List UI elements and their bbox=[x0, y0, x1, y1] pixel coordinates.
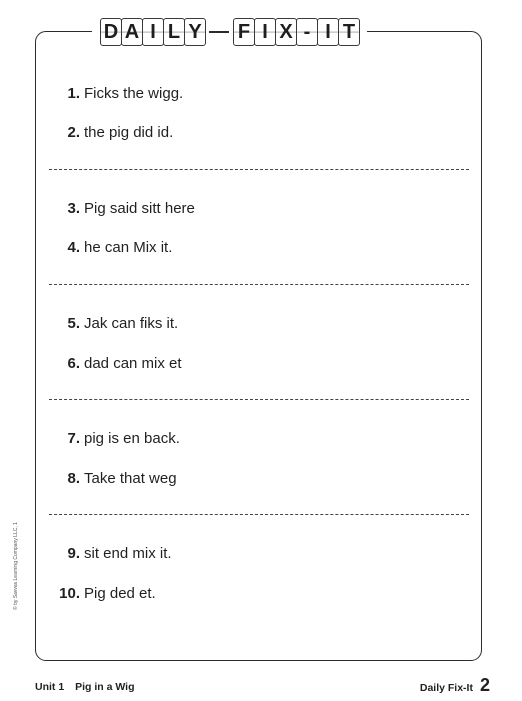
item-number: 10. bbox=[59, 585, 80, 602]
title-tile: X bbox=[275, 18, 297, 46]
title-separator bbox=[209, 31, 229, 33]
item-number: 3. bbox=[67, 200, 80, 217]
item-text: sit end mix it. bbox=[84, 545, 172, 562]
daily-fix-it-title bbox=[92, 14, 367, 50]
sentence-item bbox=[58, 124, 173, 141]
title-tile: F bbox=[233, 18, 255, 46]
sentence-item bbox=[58, 585, 156, 602]
item-text: he can Mix it. bbox=[84, 239, 173, 256]
footer-page-info bbox=[420, 675, 490, 696]
item-number: 7. bbox=[67, 430, 80, 447]
title-tile: Y bbox=[184, 18, 206, 46]
title-tile: I bbox=[142, 18, 164, 46]
page-number: 2 bbox=[479, 675, 490, 695]
item-text: Pig said sitt here bbox=[84, 200, 195, 217]
item-text: Ficks the wigg. bbox=[84, 85, 184, 102]
item-text: pig is en back. bbox=[84, 430, 180, 447]
footer-label: Daily Fix-It bbox=[419, 682, 473, 694]
dashed-divider bbox=[49, 399, 469, 400]
item-text: dad can mix et bbox=[84, 355, 182, 372]
sentence-item bbox=[58, 545, 172, 562]
unit-label: Unit 1 bbox=[35, 681, 65, 693]
dashed-divider bbox=[49, 284, 469, 285]
item-text: Pig ded et. bbox=[84, 585, 156, 602]
item-number: 9. bbox=[67, 545, 80, 562]
item-text: Take that weg bbox=[84, 470, 177, 487]
item-number: 4. bbox=[67, 239, 80, 256]
sentence-item bbox=[58, 85, 183, 102]
title-tile: D bbox=[100, 18, 122, 46]
item-text: the pig did id. bbox=[84, 124, 174, 141]
dashed-divider bbox=[49, 514, 469, 515]
item-text: Jak can fiks it. bbox=[84, 315, 179, 332]
title-tile: A bbox=[121, 18, 143, 46]
sentence-item bbox=[58, 355, 182, 372]
sentence-item bbox=[58, 200, 195, 217]
item-number: 8. bbox=[67, 470, 80, 487]
copyright-notice: © by Savvas Learning Company LLC, 1 bbox=[13, 522, 19, 610]
title-tile: - bbox=[296, 18, 318, 46]
dashed-divider bbox=[49, 169, 469, 170]
story-title: Pig in a Wig bbox=[75, 681, 135, 693]
item-number: 5. bbox=[67, 315, 80, 332]
item-number: 2. bbox=[67, 124, 80, 141]
title-tile: I bbox=[254, 18, 276, 46]
sentence-item bbox=[58, 430, 180, 447]
title-tile: I bbox=[317, 18, 339, 46]
title-tile: L bbox=[163, 18, 185, 46]
item-number: 1. bbox=[67, 85, 80, 102]
item-number: 6. bbox=[67, 355, 80, 372]
sentence-item bbox=[58, 239, 172, 256]
sentence-item bbox=[58, 315, 178, 332]
sentence-item bbox=[58, 470, 177, 487]
title-tile: T bbox=[338, 18, 360, 46]
footer-unit-info bbox=[35, 681, 135, 693]
